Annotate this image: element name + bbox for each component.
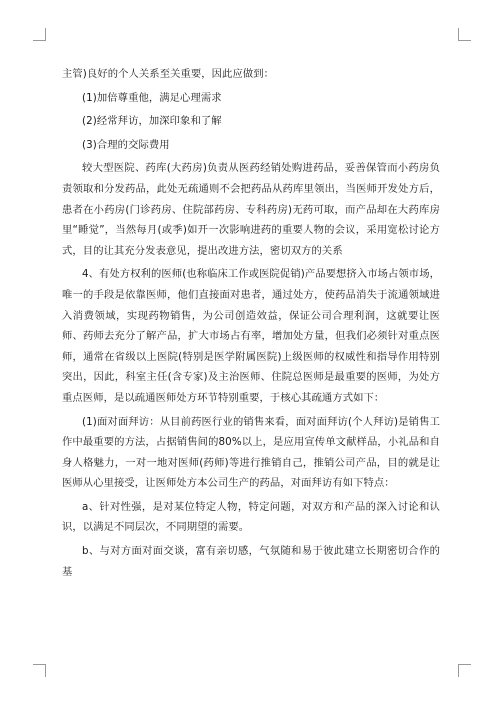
paragraph-face-to-face: (1)面对面拜访：从目前药医行业的销售来看，面对面拜访(个人拜访)是销售工作中最重要的方法，占据销售间的80%以上，是应用宣传单文献样品，小礼品和自身人格魅力，一对一地对医师(药师)等进行推销自己，推销公司产品，目的就是让医师从心里接受，让医师处方本公司生产的药品，对面拜访有如下特点： <box>62 415 440 490</box>
crop-mark-top-right <box>458 28 471 41</box>
crop-mark-bottom-left <box>33 664 46 677</box>
crop-mark-top-left <box>33 28 46 41</box>
list-item-expenses: (3)合理的交际费用 <box>82 138 170 151</box>
paragraph-physicians: 4、有处方权利的医师(也称临床工作或医院促销)产品要想挤入市场占领市场，唯一的手段是依靠医师，他们直接面对患者，通过处方，使药品消失于流通领域进入消费领域，实现药物销售，为公司创造效益，保证公司合理利润，这就要让医师、药师去充分了解产品，扩大市场占有率，增加处方量，但我们必须针对重点医师，通常在省级以上医院(特别是医学附属医院)上级医师的权威性和指导作用特别突出，因此，科室主任(含专家)及主治医师、住院总医师是最重要的医师，为处方重点医师，是以疏通医师处方环节特别重要，于核心其疏通方式如下： <box>62 268 440 404</box>
paragraph-point-b: b、与对方面对面交谈，富有亲切感，气氛随和易于彼此建立长期密切合作的基 <box>62 545 440 578</box>
crop-mark-bottom-right <box>458 664 471 677</box>
list-item-visit: (2)经常拜访，加深印象和了解 <box>82 115 222 128</box>
paragraph-pharmacy: 较大型医院、药库(大药房)负责从医药经销处购进药品，妥善保管而小药房负责领取和分发药品，此处无疏通则不会把药品从药库里领出，当医师开发处方后，患者在小药房(门诊药房、住院部药房、专科药房)无药可取，而产品却在大药库房里“睡觉”，当然每月(或季)如开一次影响进药的重要人物的会议，采用宽松讨论方式，目的让其充分发表意见，提出改进方法，密切双方的关系 <box>62 162 440 257</box>
document-body <box>62 64 440 585</box>
paragraph-point-a: a、针对性强，是对某位特定人物，特定问题，对双方和产品的深入讨论和认识，以满足不同层次，不同期望的需要。 <box>62 500 440 534</box>
list-item-respect: (1)加倍尊重他，满足心理需求 <box>82 91 222 104</box>
paragraph-intro: 主管)良好的个人关系至关重要，因此应做到： <box>62 68 275 80</box>
